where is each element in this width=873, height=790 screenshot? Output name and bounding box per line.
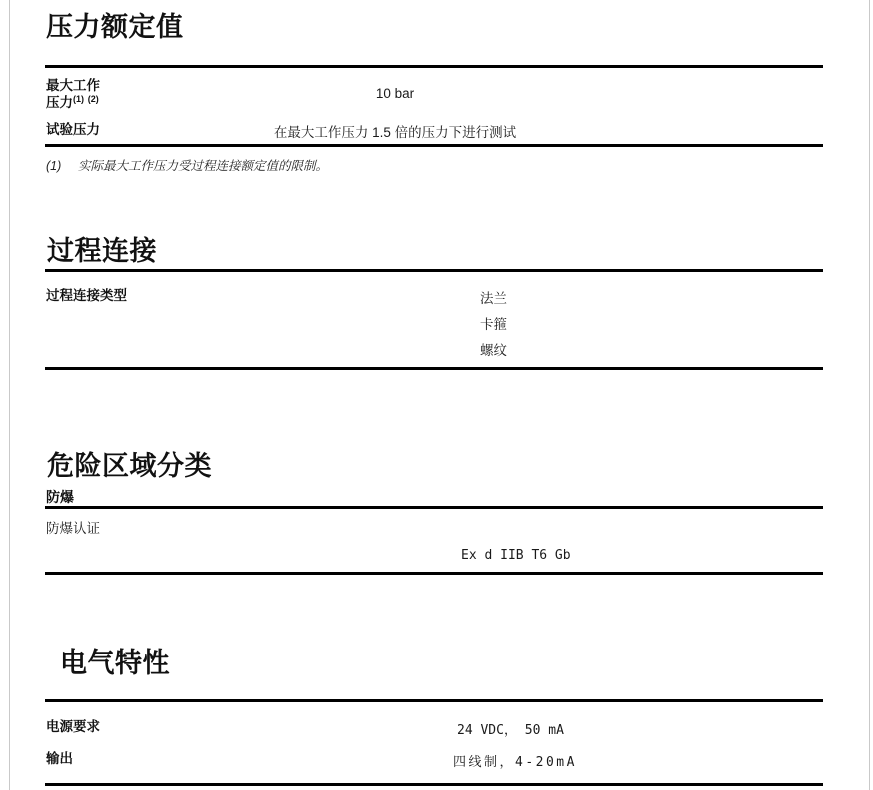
divider [45,65,823,68]
spec-value-test-pressure: 在最大工作压力 1.5 倍的压力下进行测试 [273,125,517,140]
section-title-process-connection: 过程连接 [47,236,157,266]
spec-value-output: 四线制，4-20mA [453,755,577,770]
spec-label-output: 输出 [46,751,73,766]
divider [45,269,823,272]
page-left-edge [9,0,10,790]
spec-label-explosion-proof-certification: 防爆认证 [46,521,100,536]
footnote-ref-2: (2) [87,94,99,104]
spec-label-test-pressure: 试验压力 [46,122,100,137]
spec-label-power-requirement: 电源要求 [46,719,100,734]
spec-label-process-connection-type: 过程连接类型 [46,288,127,303]
spec-value-power-requirement: 24 VDC， 50 mA [457,723,564,738]
spec-value-explosion-proof-certification: Ex d IIB T6 Gb [461,548,571,563]
spec-value-connection-clamp: 卡箍 [480,317,507,332]
section-title-pressure-rating: 压力额定值 [46,12,184,42]
spec-value-connection-flange: 法兰 [480,291,507,306]
spec-value-max-working-pressure: 10 bar [375,86,415,101]
footnote-ref-1: (1) [73,94,84,104]
section-title-electrical-characteristics: 电气特性 [60,648,170,678]
footnote-1 [46,156,328,174]
divider [45,572,823,575]
spec-label-line1: 最大工作 [46,78,100,93]
footnote-text: 实际最大工作压力受过程连接额定值的限制。 [78,159,329,173]
divider [45,699,823,702]
subheading-explosion-proof: 防爆 [46,489,74,505]
spec-value-connection-thread: 螺纹 [480,343,507,358]
footnote-marker: (1) [46,159,62,173]
divider [45,506,823,509]
page-right-edge [869,0,870,790]
spec-label-line2: 压力$^{(1)}$ $^{(2)}$ [46,94,99,110]
divider [45,783,823,786]
section-title-hazardous-area: 危险区域分类 [47,451,212,481]
spec-label-max-working-pressure [46,77,100,113]
divider [45,367,823,370]
divider [45,144,823,147]
